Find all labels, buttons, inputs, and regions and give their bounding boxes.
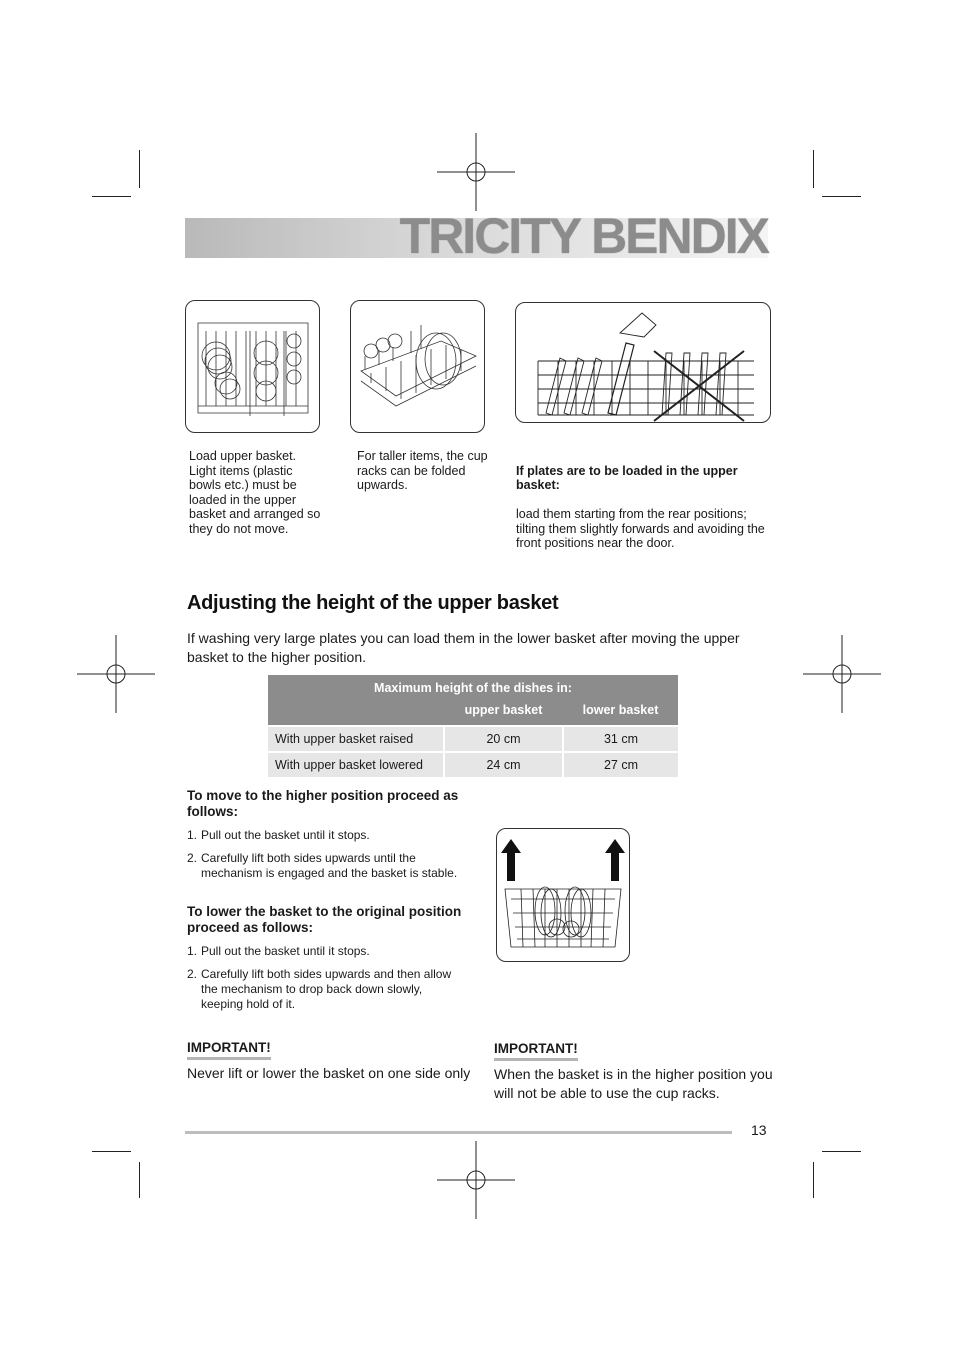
crop-mark <box>92 196 131 197</box>
basket-lift-illustration <box>496 828 630 962</box>
list-item <box>187 944 477 960</box>
list-item <box>187 967 477 1015</box>
upper-basket-illustration <box>185 300 320 433</box>
caption-plates-text: load them starting from the rear positions; tilting them slightly forwards and avoiding the front positions near the door. <box>516 507 765 550</box>
column-lower-basket: lower basket <box>563 699 678 726</box>
list-item <box>187 851 477 883</box>
caption-cup-racks: For taller items, the cup racks can be folded upwards. <box>357 449 488 492</box>
caption-plates-title: If plates are to be loaded in the upper basket: <box>516 463 738 492</box>
caption-upper-basket: Load upper basket. Light items (plastic bowls etc.) must be loaded in the upper basket and arranged so they do not move. <box>189 449 321 536</box>
upper-value: 20 cm <box>444 726 563 752</box>
important-left <box>187 1039 477 1083</box>
step-number: 2. <box>187 967 198 981</box>
lower-value: 31 cm <box>563 726 678 752</box>
brand-logo: TRICITY BENDIX <box>399 208 768 264</box>
raise-title: To move to the higher position proceed as follows: <box>187 788 459 819</box>
step-number: 1. <box>187 944 198 958</box>
step-text: Pull out the basket until it stops. <box>201 828 370 842</box>
crop-mark <box>822 1151 861 1152</box>
step-text: Pull out the basket until it stops. <box>201 944 370 958</box>
page-number: 13 <box>751 1122 767 1138</box>
important-title: IMPORTANT! <box>187 1040 271 1060</box>
crop-mark <box>92 1151 131 1152</box>
section-title: Adjusting the height of the upper basket <box>187 592 559 614</box>
crop-mark <box>822 196 861 197</box>
column-upper-basket: upper basket <box>444 699 563 726</box>
crop-mark <box>139 150 140 188</box>
footer-rule <box>185 1131 732 1134</box>
important-right <box>494 1040 774 1103</box>
important-text: When the basket is in the higher position you will not be able to use the cup racks. <box>494 1066 773 1101</box>
registration-mark-icon <box>437 133 515 211</box>
height-table <box>268 675 678 777</box>
crop-mark <box>813 150 814 188</box>
crop-mark <box>139 1162 140 1198</box>
registration-mark-icon <box>803 635 881 713</box>
step-number: 1. <box>187 828 198 842</box>
important-text: Never lift or lower the basket on one side only <box>187 1065 471 1081</box>
step-number: 2. <box>187 851 198 865</box>
table-header: Maximum height of the dishes in: <box>268 675 678 699</box>
cup-racks-illustration <box>350 300 485 433</box>
table-row <box>268 726 678 752</box>
step-text: Carefully lift both sides upwards until the mechanism is engaged and the basket is stable. <box>201 851 458 880</box>
important-title: IMPORTANT! <box>494 1041 578 1061</box>
row-label: With upper basket raised <box>268 726 444 752</box>
lower-value: 27 cm <box>563 752 678 777</box>
caption-plates <box>516 449 766 551</box>
table-row <box>268 752 678 777</box>
upper-value: 24 cm <box>444 752 563 777</box>
registration-mark-icon <box>77 635 155 713</box>
crop-mark <box>813 1162 814 1198</box>
row-label: With upper basket lowered <box>268 752 444 777</box>
step-text: Carefully lift both sides upwards and then allow the mechanism to drop back down slowly, keeping hold of it. <box>201 967 452 1011</box>
section-intro: If washing very large plates you can load them in the lower basket after moving the upper basket to the higher position. <box>187 630 740 665</box>
plates-loading-illustration <box>515 302 771 423</box>
registration-mark-icon <box>437 1141 515 1219</box>
lower-title: To lower the basket to the original position proceed as follows: <box>187 904 462 935</box>
list-item <box>187 828 477 844</box>
lift-arrow-icon <box>501 839 625 881</box>
